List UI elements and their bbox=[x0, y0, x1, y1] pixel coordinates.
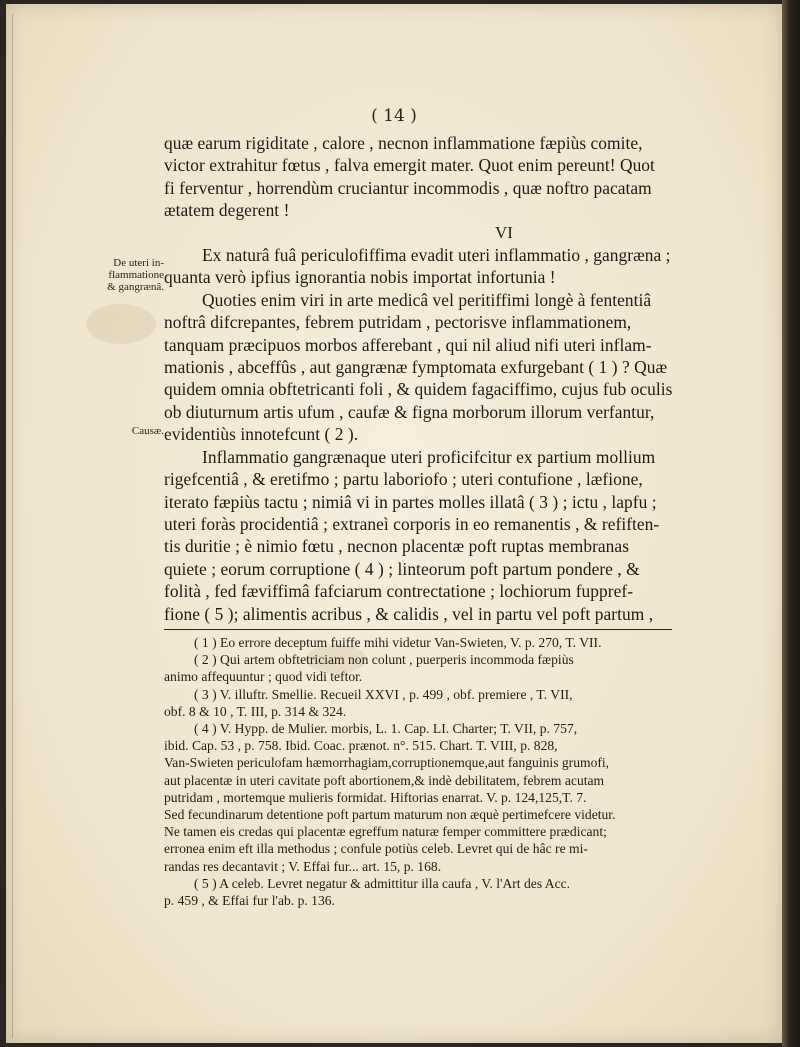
section-number: VI bbox=[495, 222, 513, 242]
footnote-line: p. 459 , & Effai fur l'ab. p. 136. bbox=[164, 892, 335, 908]
footnote-line: obf. 8 & 10 , T. III, p. 314 & 324. bbox=[164, 703, 347, 719]
footnote-line: Van-Swieten periculofam hæmorrhagiam,corruptionemque,aut fanguinis grumofi, bbox=[164, 755, 610, 771]
text-line: quanta verò ipfius ignorantia nobis importat infortunia ! bbox=[164, 267, 556, 288]
page-number: ( 14 ) bbox=[371, 106, 417, 126]
text-line: Quoties enim viri in arte medicâ vel peritiffimi longè à fententiâ bbox=[202, 289, 652, 310]
paragraph-intro bbox=[164, 132, 782, 222]
text-line: Inflammatio gangrænaque uteri proficifcitur ex partium mollium bbox=[202, 446, 656, 467]
text-line: tanquam præcipuos morbos afferebant , qui nil aliud nifi uteri inflam- bbox=[164, 334, 652, 355]
footnote-line: ibid. Cap. 53 , p. 758. Ibid. Coac. prænot. n°. 515. Chart. T. VIII, p. 828, bbox=[164, 738, 558, 754]
paper-stain bbox=[86, 304, 156, 344]
book-page bbox=[6, 4, 782, 1043]
paragraph-2 bbox=[164, 289, 782, 446]
footnote-line: ( 1 ) Eo errore deceptum fuiffe mihi videtur Van-Swieten, V. p. 270, T. VII. bbox=[194, 634, 602, 650]
footnote-line: randas res decantavit ; V. Effai fur... art. 15, p. 168. bbox=[164, 858, 442, 874]
footnote-line: ( 5 ) A celeb. Levret negatur & admittitur illa caufa , V. l'Art des Acc. bbox=[194, 875, 571, 891]
footnote-line: aut placentæ in uteri cavitate poft abortionem,& indè debilitatem, febrem acutam bbox=[164, 772, 605, 788]
footnote-rule bbox=[164, 629, 672, 630]
text-line: rigefcentiâ , & eretifmo ; partu laboriofo ; uteri contufione , læfione, bbox=[164, 469, 643, 490]
footnote-line: ( 3 ) V. illuftr. Smellie. Recueil XXVI , p. 499 , obf. premiere , T. VII, bbox=[194, 686, 573, 702]
text-line: victor extrahitur fœtus , falva emergit mater. Quot enim pereunt! Quot bbox=[164, 155, 655, 176]
text-line: fi ferventur , horrendùm cruciantur incommodis , quæ noftro pacatam bbox=[164, 177, 652, 198]
footnote-line: erronea enim eft illa methodus ; confule potiùs celeb. Levret qui de hâc re mi- bbox=[164, 841, 588, 857]
text-line: uteri foràs procidentiâ ; extraneì corporis in eo remanentis , & refiften- bbox=[164, 513, 660, 534]
text-line: Ex naturâ fuâ periculofiffima evadit uteri inflammatio , gangræna ; bbox=[202, 245, 671, 266]
main-text bbox=[164, 132, 782, 909]
footnotes bbox=[164, 634, 782, 909]
footnote-line: ( 2 ) Qui artem obftetriciam non colunt , puerperis incommoda fæpiùs bbox=[194, 652, 574, 668]
text-line: evidentiùs innotefcunt ( 2 ). bbox=[164, 424, 359, 445]
text-line: mationis , abceffûs , aut gangrænæ fymptomata exfurgebant ( 1 ) ? Quæ bbox=[164, 357, 668, 378]
footnote-line: Ne tamen eis credas qui placentæ egreffum naturæ femper committere prædicant; bbox=[164, 824, 607, 840]
margin-note-inflammation: De uteri in-flammatione & gangrænâ. bbox=[107, 257, 164, 293]
margin-note-causae: Causæ. bbox=[131, 425, 164, 437]
text-line: quiete ; eorum corruptione ( 4 ) ; linteorum poft partum pondere , & bbox=[164, 558, 640, 579]
text-line: quidem omnia obftetricanti foli , & quidem fagaciffimo, cujus fub oculis bbox=[164, 379, 673, 400]
footnote-line: Sed fecundinarum detentione poft partum maturum non æquè pertimefcere videtur. bbox=[164, 806, 616, 822]
footnote-line: putridam , mortemque mulieris formidat. Hiftorias enarrat. V. p. 124,125,T. 7. bbox=[164, 789, 587, 805]
text-line: iterato fæpiùs tactu ; nimiâ vi in partes molles illatâ ( 3 ) ; ictu , lapfu ; bbox=[164, 491, 657, 512]
text-line: ob diuturnum artis ufum , caufæ & figna morborum illorum verfantur, bbox=[164, 401, 655, 422]
paragraph-1 bbox=[164, 244, 782, 289]
text-line: noftrâ difcrepantes, febrem putridam , pectorisve inflammationem, bbox=[164, 312, 632, 333]
text-line: ætatem degerent ! bbox=[164, 200, 290, 221]
text-line: fione ( 5 ); alimentis acribus , & calidis , vel in partu vel poft partum , bbox=[164, 603, 654, 624]
paragraph-3 bbox=[164, 446, 782, 625]
book-spine bbox=[782, 0, 800, 1047]
text-line: quæ earum rigiditate , calore , necnon inflammatione fæpiùs comite, bbox=[164, 133, 643, 153]
footnote-line: ( 4 ) V. Hypp. de Mulier. morbis, L. 1. Cap. LI. Charter; T. VII, p. 757, bbox=[194, 720, 578, 736]
text-line: tis duritie ; è nimio fœtu , necnon placentæ poft ruptas membranas bbox=[164, 536, 630, 557]
footnote-line: animo affequuntur ; quod vidi teftor. bbox=[164, 669, 363, 685]
text-line: folità , fed fæviffimâ fafciarum contrectatione ; lochiorum fuppref- bbox=[164, 581, 634, 602]
